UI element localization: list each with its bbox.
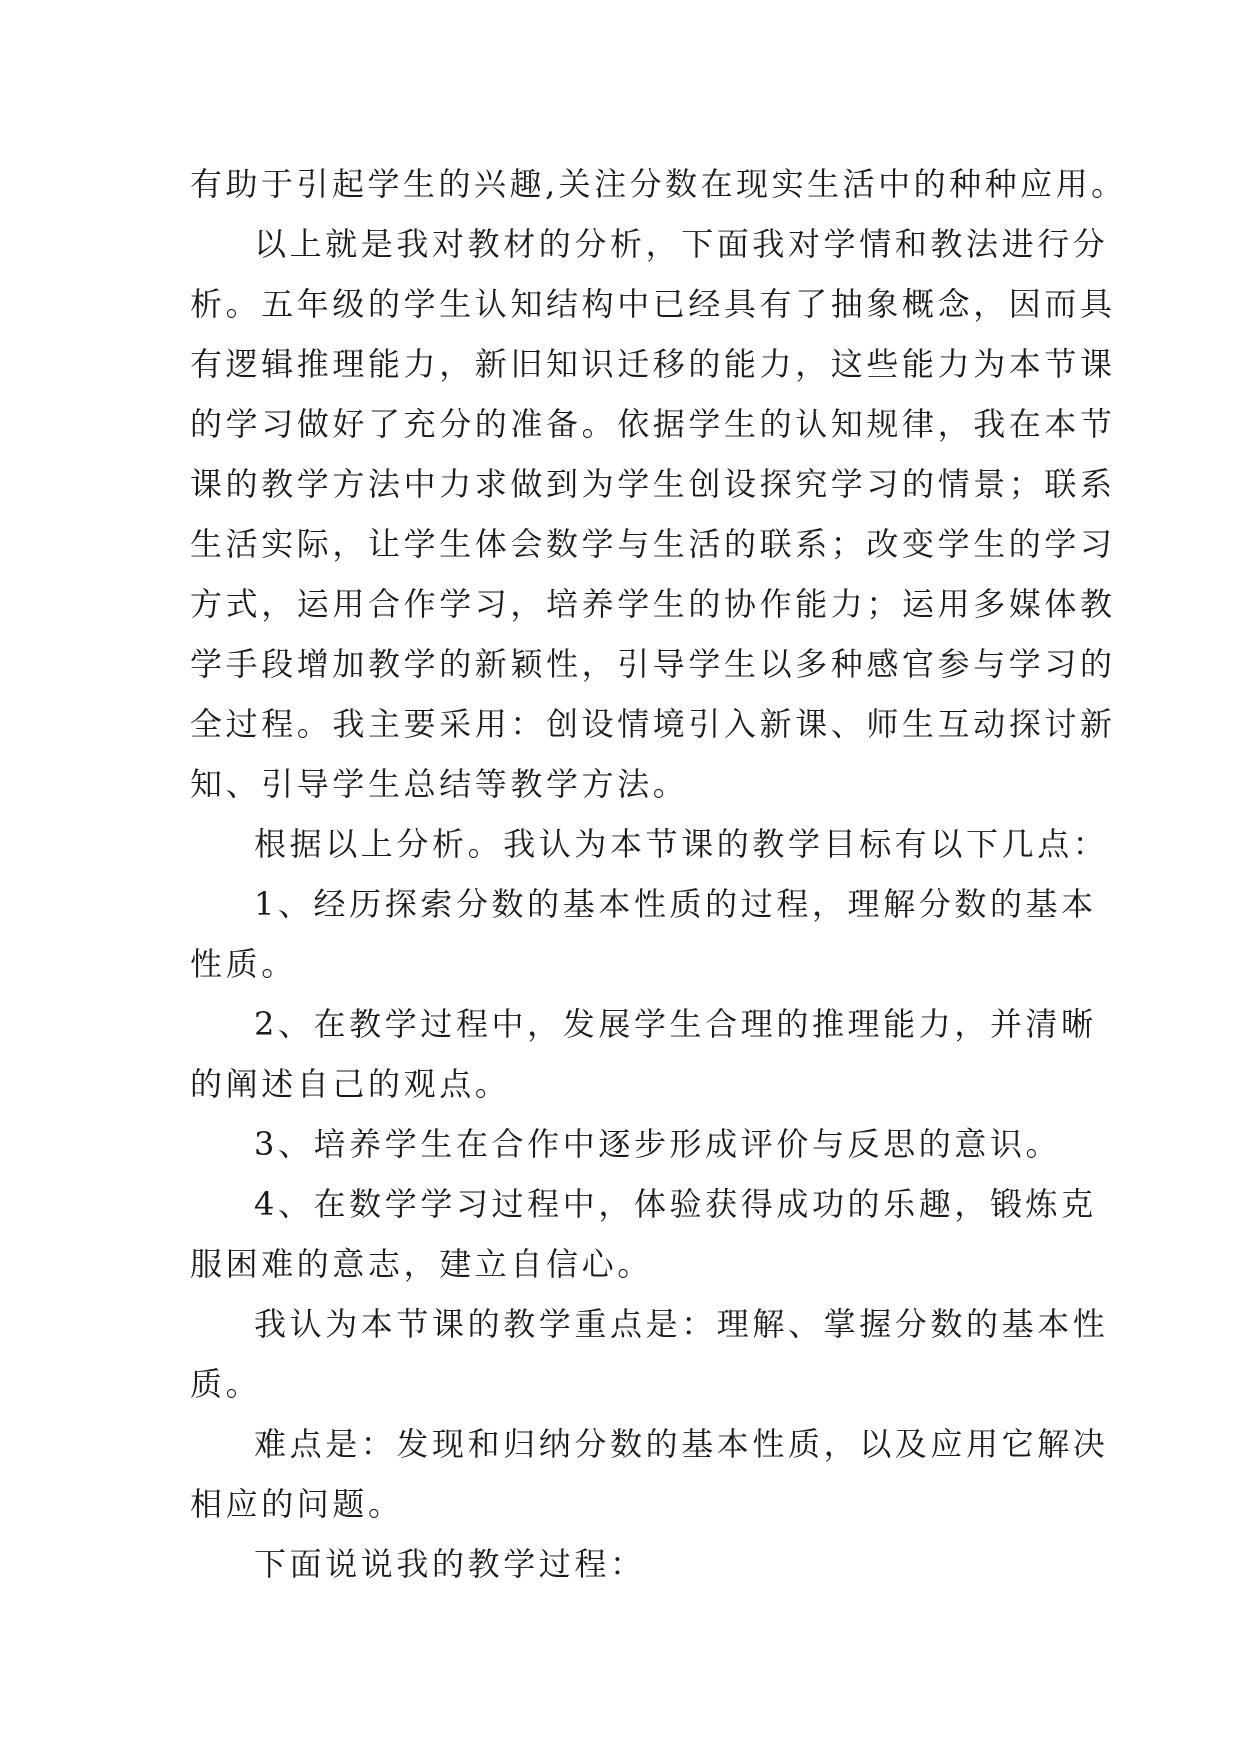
text-line-20: 我认为本节课的教学重点是：理解、掌握分数的基本性 — [254, 1305, 1109, 1343]
text-line-3: 析。五年级的学生认知结构中已经具有了抽象概念，因而具 — [190, 285, 1116, 323]
text-line-23: 相应的问题。 — [190, 1485, 404, 1523]
text-line-16: 的阐述自己的观点。 — [190, 1065, 511, 1103]
text-line-2: 以上就是我对教材的分析，下面我对学情和教法进行分 — [254, 225, 1109, 263]
text-line-24: 下面说说我的教学过程： — [254, 1545, 646, 1583]
text-line-5: 的学习做好了充分的准备。依据学生的认知规律，我在本节 — [190, 405, 1116, 443]
text-line-12: 根据以上分析。我认为本节课的教学目标有以下几点： — [254, 825, 1109, 863]
text-line-4: 有逻辑推理能力，新旧知识迁移的能力，这些能力为本节课 — [190, 345, 1116, 383]
text-line-13: 1、经历探索分数的基本性质的过程，理解分数的基本 — [254, 885, 1097, 923]
text-line-9: 学手段增加教学的新颖性，引导学生以多种感官参与学习的 — [190, 645, 1116, 683]
text-line-11: 知、引导学生总结等教学方法。 — [190, 765, 689, 803]
text-line-14: 性质。 — [190, 945, 297, 983]
text-line-17: 3、培养学生在合作中逐步形成评价与反思的意识。 — [254, 1125, 1062, 1163]
text-line-19: 服困难的意志，建立自信心。 — [190, 1245, 653, 1283]
text-line-22: 难点是：发现和归纳分数的基本性质，以及应用它解决 — [254, 1425, 1109, 1463]
text-line-18: 4、在数学学习过程中，体验获得成功的乐趣，锻炼克 — [254, 1185, 1097, 1223]
text-line-8: 方式，运用合作学习，培养学生的协作能力；运用多媒体教 — [190, 585, 1116, 623]
text-line-21: 质。 — [190, 1365, 262, 1403]
text-line-10: 全过程。我主要采用：创设情境引入新课、师生互动探讨新 — [190, 705, 1116, 743]
text-line-6: 课的教学方法中力求做到为学生创设探究学习的情景；联系 — [190, 465, 1116, 503]
text-line-15: 2、在教学过程中，发展学生合理的推理能力，并清晰 — [254, 1005, 1097, 1043]
text-line-7: 生活实际，让学生体会数学与生活的联系；改变学生的学习 — [190, 525, 1116, 563]
text-line-1: 有助于引起学生的兴趣,关注分数在现实生活中的种种应用。 — [190, 165, 1127, 203]
